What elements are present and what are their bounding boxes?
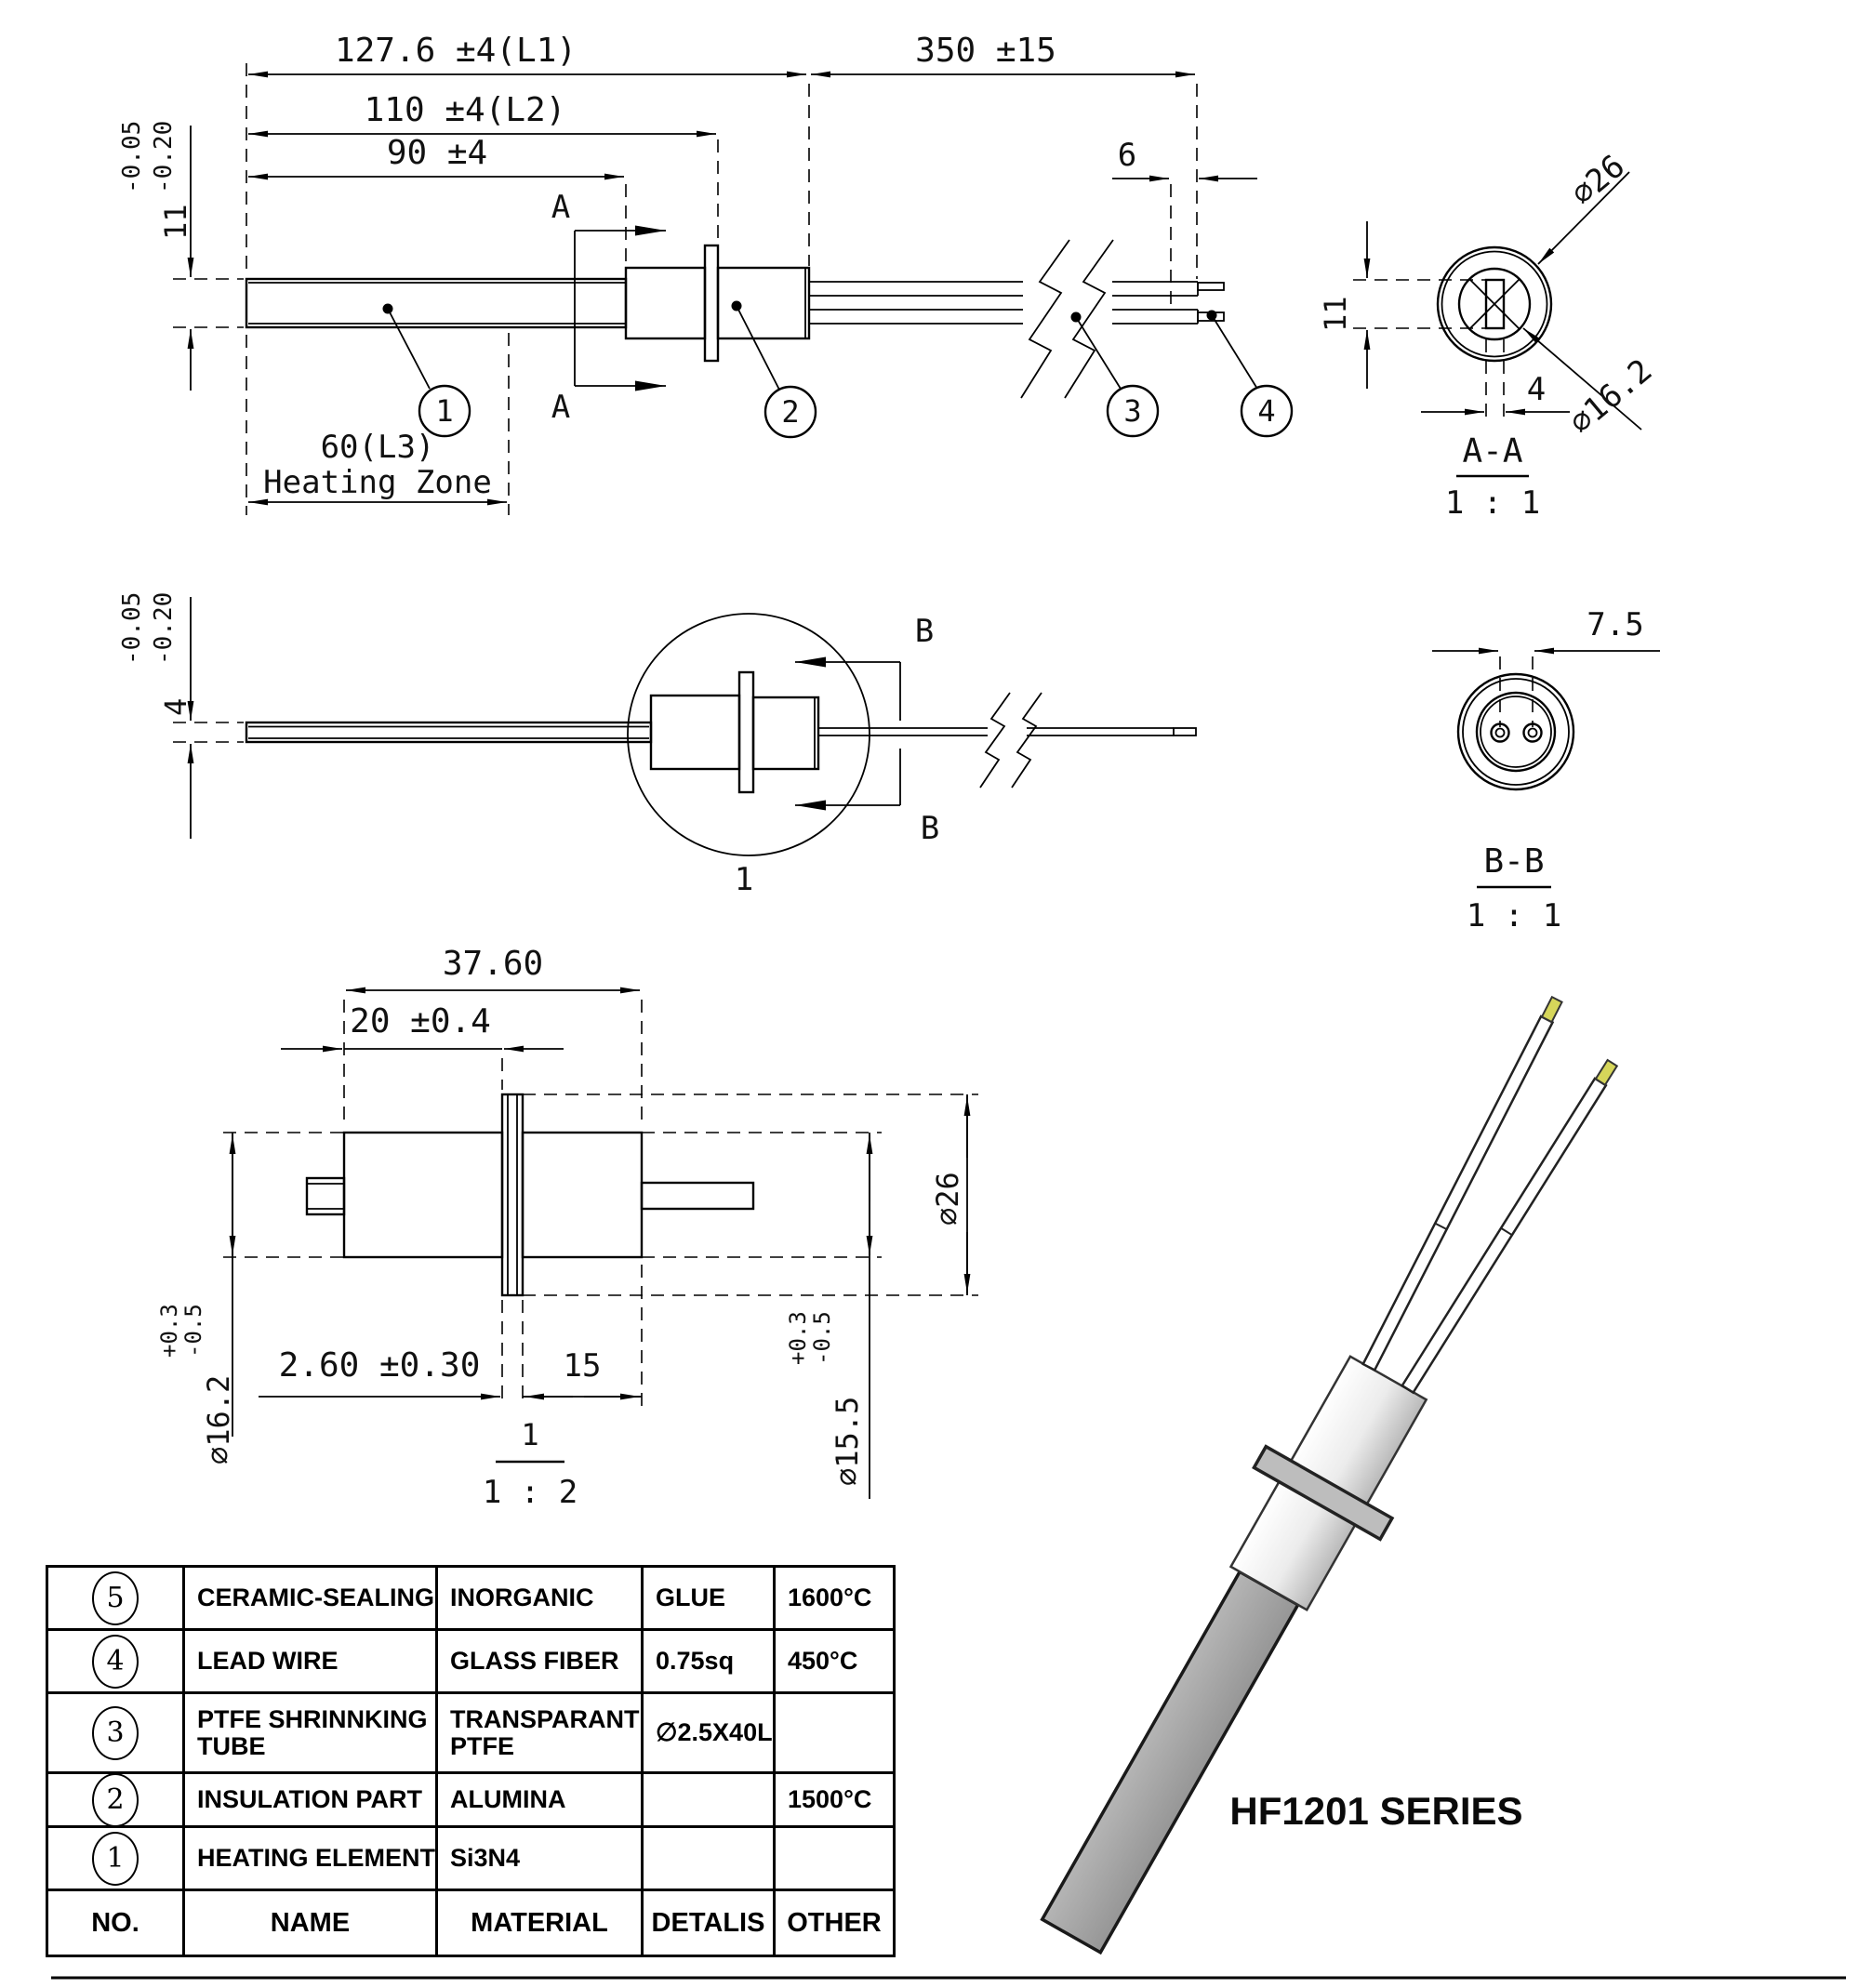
- bom-material: INORGANIC: [438, 1568, 644, 1631]
- wire-end-tail: [1198, 283, 1224, 290]
- dim-l2-label: 110 ±4(L2): [364, 91, 566, 129]
- balloon-4t: 4: [92, 1635, 139, 1689]
- balloon-2: [732, 301, 817, 438]
- balloon-4: [1207, 311, 1293, 437]
- dim-75: [1432, 606, 1660, 651]
- side-view-detail-number: 1: [734, 861, 754, 898]
- balloon-1t: 1: [92, 1832, 139, 1886]
- section-aa-dia-162: ∅16.2: [1562, 351, 1660, 442]
- bom-material: GLASS FIBER: [438, 1631, 644, 1694]
- dim-350-label: 350 ±15: [915, 32, 1056, 70]
- bom-detalis: [644, 1774, 776, 1828]
- section-aa-scale: 1 : 1: [1444, 484, 1541, 522]
- bom-other: 1500°C: [776, 1774, 893, 1828]
- detail-circle: [628, 614, 870, 855]
- section-aa-view: [1318, 148, 1659, 522]
- section-bb-title: B-B: [1483, 842, 1545, 881]
- dim-11-tol-lower: -0.20: [150, 120, 178, 193]
- bom-other: [776, 1828, 893, 1891]
- render-wire-tip-1: [1542, 997, 1562, 1022]
- bom-material: TRANSPARANT PTFE: [438, 1694, 644, 1774]
- dim-20-label: 20 ±0.4: [350, 1002, 491, 1040]
- bom-other: 1600°C: [776, 1568, 893, 1631]
- dia-26-leader: [1538, 148, 1632, 264]
- section-bb-view: [1432, 606, 1660, 934]
- bom-row-balloon: [48, 1694, 185, 1774]
- section-a-label-bottom: A: [551, 389, 571, 426]
- side-tol-upper: -0.05: [118, 591, 146, 665]
- section-a-label-top: A: [551, 189, 571, 226]
- bom-header-material: MATERIAL: [438, 1891, 644, 1955]
- dim-dia155: [785, 1133, 870, 1499]
- dia162-tol-m: -0.5: [180, 1304, 206, 1358]
- dim-75-label: 7.5: [1587, 606, 1644, 643]
- bom-detalis: [644, 1828, 776, 1891]
- dim-dia26: [930, 1094, 967, 1295]
- dim-260-15: [259, 1346, 642, 1397]
- bom-other: 450°C: [776, 1631, 893, 1694]
- dim-l1: [248, 32, 806, 74]
- render-heating-rod: [1042, 1571, 1298, 1952]
- dim-6: [1112, 137, 1257, 179]
- section-cut-b: [795, 613, 939, 847]
- balloon-2t: 2: [92, 1773, 139, 1827]
- bom-detalis: ∅2.5X40L: [644, 1694, 776, 1774]
- dim-dia162: [156, 1133, 236, 1464]
- bom-row-balloon: [48, 1568, 185, 1631]
- bom-name: INSULATION PART: [185, 1774, 438, 1828]
- dim-l1-label: 127.6 ±4(L1): [334, 32, 578, 70]
- section-aa-dim-4: 4: [1526, 371, 1547, 408]
- balloon-4-number: 4: [1257, 393, 1276, 429]
- bom-header-no: NO.: [48, 1891, 185, 1955]
- side-view: [118, 592, 1196, 898]
- detail-scale: 1 : 2: [482, 1474, 578, 1511]
- dim-l2: [248, 91, 716, 134]
- heating-zone-dim: [248, 429, 507, 502]
- balloon-3-number: 3: [1123, 393, 1142, 429]
- balloon-5: 5: [92, 1571, 139, 1625]
- dim-15-label: 15: [563, 1347, 602, 1385]
- dim-3760: [346, 945, 640, 990]
- dia155-tol-p: +0.3: [785, 1311, 811, 1365]
- heating-zone-length-label: 60(L3): [320, 429, 435, 466]
- bom-name: HEATING ELEMENT: [185, 1828, 438, 1891]
- detail-number: 1: [521, 1417, 539, 1452]
- dim-260-label: 2.60 ±0.30: [278, 1346, 481, 1385]
- dim-20: [281, 1002, 564, 1049]
- section-bb-scale: 1 : 1: [1466, 897, 1562, 934]
- section-aa-dia-26: ∅26: [1564, 147, 1632, 213]
- break-symbol: [1021, 240, 1113, 398]
- page-title: HF1201 SERIES: [1229, 1789, 1523, 1833]
- dia162-tol-p: +0.3: [156, 1304, 182, 1358]
- dim-350: [811, 32, 1195, 74]
- section-b-label-bottom: B: [920, 810, 940, 847]
- lead-wires: [809, 282, 1224, 324]
- balloon-2-number: 2: [781, 394, 800, 430]
- bom-row-balloon: [48, 1828, 185, 1891]
- bom-detalis: GLUE: [644, 1568, 776, 1631]
- side-dim-4: 4: [158, 697, 193, 716]
- side-tol-lower: -0.20: [150, 591, 178, 665]
- bom-material: Si3N4: [438, 1828, 644, 1891]
- render-wire-tip-2: [1596, 1060, 1617, 1085]
- dia162-label: ∅16.2: [201, 1374, 236, 1464]
- dim-11-tol-upper: -0.05: [118, 120, 146, 193]
- heating-element-rod: [246, 279, 626, 327]
- balloon-3: [1071, 312, 1159, 437]
- section-cut-a: [551, 189, 666, 426]
- dia155-label: ∅15.5: [830, 1396, 865, 1486]
- dim-6-label: 6: [1117, 137, 1137, 174]
- dia155-tol-m: -0.5: [809, 1311, 835, 1365]
- bom-other: [776, 1694, 893, 1774]
- bom-header-other: OTHER: [787, 1907, 882, 1938]
- dim-11-label: 11: [158, 204, 193, 240]
- dim-90-label: 90 ±4: [386, 134, 488, 172]
- insulation-part: [626, 245, 809, 361]
- bom-name: PTFE SHRINNKING TUBE: [185, 1694, 438, 1774]
- section-aa-title: A-A: [1462, 432, 1523, 470]
- bom-header-detalis: DETALIS: [644, 1891, 776, 1955]
- dim-11-section: [1318, 221, 1367, 389]
- bom-material: ALUMINA: [438, 1774, 644, 1828]
- detail-view: [156, 945, 978, 1511]
- bom-detalis: 0.75sq: [644, 1631, 776, 1694]
- heating-zone-label: Heating Zone: [263, 464, 492, 501]
- dim-4-section: [1421, 371, 1570, 412]
- section-b-label-top: B: [914, 613, 935, 650]
- dim-90: [248, 134, 624, 177]
- dim-4-side: [118, 592, 244, 839]
- dim-11-rod: [118, 121, 244, 391]
- bom-table: [46, 1565, 896, 1957]
- dia26-label: ∅26: [930, 1172, 965, 1226]
- section-aa-dim-11: 11: [1318, 296, 1353, 332]
- bom-header-name: NAME: [185, 1891, 438, 1955]
- bom-name: LEAD WIRE: [185, 1631, 438, 1694]
- balloon-1-number: 1: [435, 393, 454, 429]
- dim-3760-label: 37.60: [442, 945, 544, 983]
- top-view: [118, 32, 1292, 515]
- balloon-3t: 3: [92, 1706, 139, 1760]
- bom-row-balloon: [48, 1774, 185, 1828]
- bom-name: CERAMIC-SEALING: [185, 1568, 438, 1631]
- bom-row-balloon: [48, 1631, 185, 1694]
